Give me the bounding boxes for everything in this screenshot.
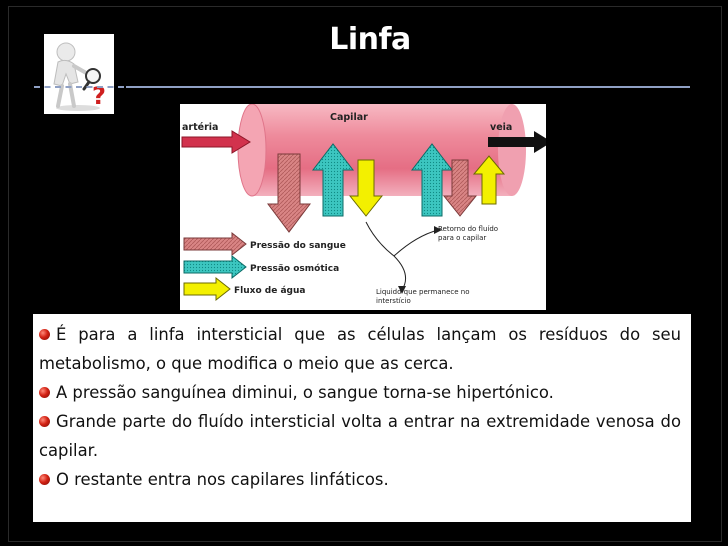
bullet-item — [39, 320, 681, 378]
bullet-text: O restante entra nos capilares linfáticos. — [56, 470, 389, 489]
legend-swatch-osmotic-pressure — [184, 256, 246, 278]
bullet-text: É para a linfa intersticial que as células lançam os resíduos do seu metabolismo, o que modifica o meio que as cerca. — [39, 325, 681, 373]
bullet-list — [33, 314, 691, 522]
label-retorno: Retorno do fluído — [438, 225, 499, 233]
legend-label-osmotic-pressure: Pressão osmótica — [250, 264, 340, 274]
question-mark-icon: ? — [92, 82, 106, 110]
label-capilar: Capilar — [330, 112, 368, 123]
magnifier-question-icon — [44, 34, 114, 114]
bullet-text: A pressão sanguínea diminui, o sangue torna-se hipertónico. — [56, 383, 554, 402]
capillary-diagram — [180, 104, 546, 310]
label-liquido: Liquido que permanece no — [376, 288, 470, 296]
bullet-icon — [39, 416, 50, 427]
bullet-icon — [39, 387, 50, 398]
legend-swatch-blood-pressure — [184, 233, 246, 255]
legend-label-water-flow: Fluxo de água — [234, 286, 306, 296]
legend — [184, 233, 346, 300]
label-retorno-2: para o capilar — [438, 234, 487, 242]
bullet-icon — [39, 474, 50, 485]
legend-swatch-water-flow — [184, 278, 230, 300]
label-veia: veia — [490, 122, 513, 133]
bullet-item — [39, 378, 681, 407]
bullet-text: Grande parte do fluído intersticial volta a entrar na extremidade venosa do capilar. — [39, 412, 681, 460]
bullet-item — [39, 407, 681, 465]
title-rule-dashed — [34, 86, 124, 88]
logo-icon — [44, 34, 114, 114]
title-rule — [126, 86, 690, 88]
label-liquido-2: interstício — [376, 297, 411, 305]
slide-title: Linfa — [329, 22, 411, 57]
bullet-item — [39, 465, 681, 494]
bullet-icon — [39, 329, 50, 340]
legend-label-blood-pressure: Pressão do sangue — [250, 241, 346, 251]
label-arteria: artéria — [182, 122, 219, 133]
